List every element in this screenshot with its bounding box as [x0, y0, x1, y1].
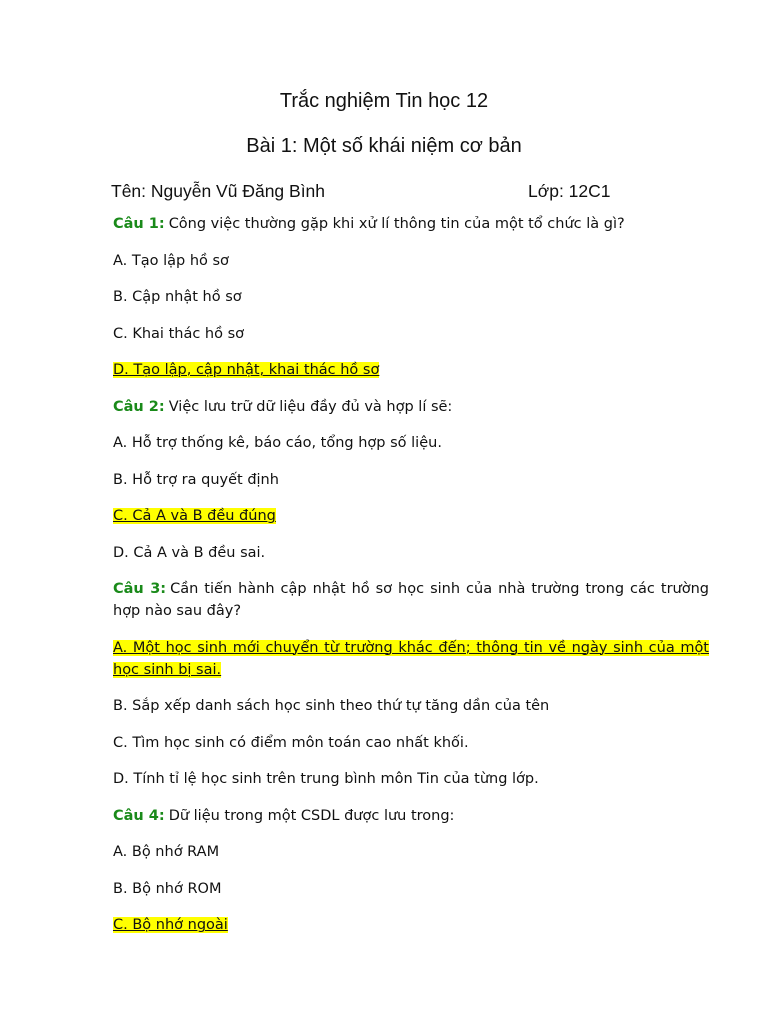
question-body: Dữ liệu trong một CSDL được lưu trong: [168, 807, 455, 824]
answer-option [113, 432, 709, 454]
option-text: B. Bộ nhớ ROM [113, 880, 222, 897]
option-text: B. Hỗ trợ ra quyết định [113, 471, 279, 488]
highlighted-answer: A. Một học sinh mới chuyển từ trường khác đến; thông tin về ngày sinh của một học sinh bị sai. [113, 639, 709, 678]
answer-option [113, 841, 709, 863]
option-text: D. Tính tỉ lệ học sinh trên trung bình môn Tin của từng lớp. [113, 771, 539, 787]
answer-option-correct [113, 359, 709, 381]
answer-option [113, 732, 709, 754]
question-text [113, 396, 709, 418]
option-text: D. Cả A và B đều sai. [113, 544, 266, 561]
answer-option-correct [113, 914, 709, 936]
highlighted-answer: C. Bộ nhớ ngoài [113, 917, 228, 933]
question-block [113, 805, 709, 937]
question-label: Câu 2: [113, 398, 165, 415]
question-body: Công việc thường gặp khi xử lí thông tin của một tổ chức là gì? [168, 216, 625, 232]
highlighted-answer: C. Cả A và B đều đúng [113, 508, 276, 524]
option-text: A. Hỗ trợ thống kê, báo cáo, tổng hợp số liệu. [113, 435, 442, 451]
student-name: Tên: Nguyễn Vũ Đăng Bình [111, 181, 326, 201]
option-text: A. Bộ nhớ RAM [113, 844, 220, 860]
highlighted-answer: D. Tạo lập, cập nhật, khai thác hồ sơ [113, 362, 380, 378]
question-label: Câu 3: [113, 581, 167, 597]
answer-option [113, 768, 709, 790]
answer-option [113, 286, 709, 308]
option-text: C. Khai thác hồ sơ [113, 325, 245, 342]
answer-option [113, 695, 709, 717]
question-block [113, 213, 709, 381]
document-subtitle: Bài 1: Một số khái niệm cơ bản [246, 135, 522, 157]
student-class: Lớp: 12C1 [528, 181, 611, 201]
answer-option [113, 250, 709, 272]
question-label: Câu 4: [113, 807, 165, 824]
answer-option [113, 542, 709, 564]
question-body: Việc lưu trữ dữ liệu đầy đủ và hợp lí sẽ: [168, 398, 453, 415]
option-text: B. Sắp xếp danh sách học sinh theo thứ tự tăng dần của tên [113, 698, 550, 714]
question-text [113, 213, 709, 235]
question-label: Câu 1: [113, 216, 165, 232]
answer-option [113, 469, 709, 491]
answer-option [113, 878, 709, 900]
question-body: Cần tiến hành cập nhật hồ sơ học sinh của nhà trường trong các trường hợp nào sau đây? [113, 581, 709, 619]
question-list [113, 213, 709, 951]
question-block [113, 396, 709, 564]
answer-option-correct [113, 505, 709, 527]
question-block [113, 578, 709, 790]
option-text: B. Cập nhật hồ sơ [113, 289, 242, 305]
question-text [113, 578, 709, 622]
answer-option [113, 323, 709, 345]
option-text: A. Tạo lập hồ sơ [113, 252, 229, 269]
question-text [113, 805, 709, 827]
document-title: Trắc nghiệm Tin học 12 [279, 90, 489, 112]
option-text: C. Tìm học sinh có điểm môn toán cao nhất khối. [113, 734, 469, 751]
answer-option-correct [113, 637, 709, 681]
